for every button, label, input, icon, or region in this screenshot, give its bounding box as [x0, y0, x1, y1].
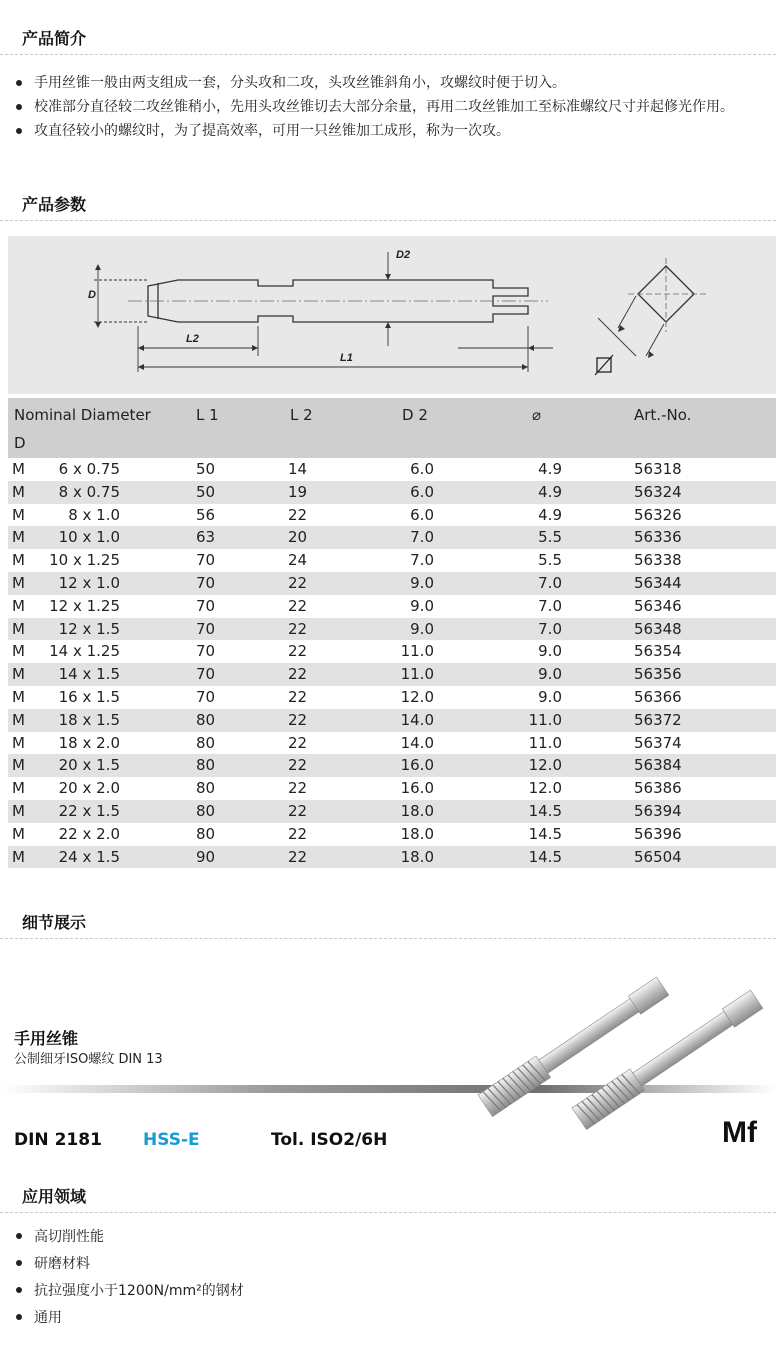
intro-item: 校准部分直径较二攻丝锥稍小，先用头攻丝锥切去大部分余量，再用二攻丝锥加工至标准螺纹尺寸并起修光作用。 — [14, 96, 774, 118]
tap-drawing-svg — [8, 236, 776, 394]
table-cell-p: M — [12, 824, 25, 843]
table-cell-s: 6 x 0.75 — [58, 460, 120, 478]
table-cell-d2: 6.0 — [410, 505, 434, 524]
table-cell-sq: 4.9 — [538, 505, 562, 524]
table-cell-l2: 22 — [288, 573, 308, 592]
table-cell-l2: 19 — [288, 482, 308, 501]
table-cell-l2: 14 — [288, 460, 308, 478]
table-cell-d2: 9.0 — [410, 596, 434, 615]
table-cell-s: 10 x 1.0 — [58, 528, 120, 547]
table-cell-d2: 14.0 — [400, 710, 434, 729]
table-cell-l2: 22 — [288, 824, 308, 843]
dim-d2-label: D2 — [396, 249, 411, 261]
table-cell-p: M — [12, 551, 25, 570]
table-cell-s: 20 x 2.0 — [58, 779, 120, 798]
table-cell-sq: 9.0 — [538, 687, 562, 706]
table-cell-s: 18 x 1.5 — [58, 710, 120, 729]
table-cell-l1: 50 — [196, 460, 216, 478]
table-cell-s: 20 x 1.5 — [58, 756, 120, 775]
table-cell-l1: 50 — [196, 482, 216, 501]
table-cell-s: 22 x 2.0 — [58, 824, 120, 843]
table-cell-p: M — [12, 801, 25, 820]
table-cell-art: 56318 — [634, 460, 682, 478]
table-cell-s: 12 x 1.0 — [58, 573, 120, 592]
table-cell-l2: 22 — [288, 619, 308, 638]
table-cell-d2: 18.0 — [400, 847, 434, 866]
table-cell-l1: 80 — [196, 824, 216, 843]
table-cell-art: 56384 — [634, 756, 682, 775]
dim-d-label: D — [88, 289, 96, 301]
table-cell-d2: 16.0 — [400, 756, 434, 775]
col-d2-header: D 2 — [402, 406, 428, 424]
table-cell-s: 10 x 1.25 — [49, 551, 120, 570]
table-cell-art: 56354 — [634, 642, 682, 661]
table-cell-d2: 6.0 — [410, 482, 434, 501]
col-square-header: ⌀ — [532, 406, 542, 424]
dim-l1-label: L1 — [340, 352, 353, 364]
table-cell-l2: 22 — [288, 733, 308, 752]
table-cell-art: 56386 — [634, 779, 682, 798]
table-row — [8, 777, 776, 800]
tap-image-2 — [572, 988, 764, 1129]
table-cell-l1: 70 — [196, 551, 216, 570]
table-cell-d2: 18.0 — [400, 824, 434, 843]
table-cell-art: 56348 — [634, 619, 682, 638]
table-cell-p: M — [12, 596, 25, 615]
col-l2-header: L 2 — [290, 406, 313, 424]
table-cell-l1: 80 — [196, 710, 216, 729]
table-cell-l1: 70 — [196, 619, 216, 638]
table-cell-sq: 12.0 — [528, 779, 562, 798]
table-cell-p: M — [12, 779, 25, 798]
table-cell-l2: 22 — [288, 687, 308, 706]
col-nominal-sub-header: D — [14, 434, 26, 452]
intro-list — [14, 72, 774, 144]
table-row — [8, 549, 776, 572]
intro-item: 手用丝锥一般由两支组成一套，分头攻和二攻，头攻丝锥斜角小，攻螺纹时便于切入。 — [14, 72, 774, 94]
table-cell-sq: 9.0 — [538, 665, 562, 684]
table-row — [8, 481, 776, 504]
table-cell-p: M — [12, 733, 25, 752]
product-detail-banner — [0, 950, 776, 1165]
intro-item: 攻直径较小的螺纹时，为了提高效率，可用一只丝锥加工成形，称为一次攻。 — [14, 120, 774, 142]
table-cell-l2: 22 — [288, 710, 308, 729]
table-row — [8, 595, 776, 618]
table-cell-s: 8 x 0.75 — [58, 482, 120, 501]
table-cell-art: 56356 — [634, 665, 682, 684]
table-cell-l1: 56 — [196, 505, 216, 524]
table-cell-sq: 14.5 — [528, 801, 562, 820]
table-cell-p: M — [12, 642, 25, 661]
table-cell-sq: 7.0 — [538, 573, 562, 592]
table-cell-l2: 20 — [288, 528, 308, 547]
table-row — [8, 686, 776, 709]
table-row — [8, 618, 776, 641]
table-cell-sq: 4.9 — [538, 482, 562, 501]
table-cell-sq: 11.0 — [528, 733, 562, 752]
table-cell-art: 56324 — [634, 482, 682, 501]
table-cell-p: M — [12, 665, 25, 684]
table-cell-l1: 80 — [196, 801, 216, 820]
table-cell-l2: 22 — [288, 779, 308, 798]
table-cell-p: M — [12, 756, 25, 775]
table-cell-l2: 22 — [288, 665, 308, 684]
table-cell-sq: 4.9 — [538, 460, 562, 478]
table-cell-l1: 70 — [196, 687, 216, 706]
tap-technical-drawing — [8, 236, 776, 394]
application-list — [14, 1225, 754, 1333]
table-row — [8, 709, 776, 732]
table-cell-d2: 12.0 — [400, 687, 434, 706]
table-cell-s: 16 x 1.5 — [58, 687, 120, 706]
table-cell-sq: 7.0 — [538, 596, 562, 615]
dim-l2-label: L2 — [186, 333, 199, 345]
table-cell-d2: 9.0 — [410, 619, 434, 638]
table-cell-d2: 14.0 — [400, 733, 434, 752]
table-cell-l1: 63 — [196, 528, 216, 547]
table-row — [8, 732, 776, 755]
table-row — [8, 572, 776, 595]
table-cell-s: 12 x 1.5 — [58, 619, 120, 638]
table-cell-l1: 80 — [196, 733, 216, 752]
section-intro-header — [0, 20, 776, 55]
table-cell-p: M — [12, 687, 25, 706]
table-cell-s: 8 x 1.0 — [68, 505, 120, 524]
table-cell-sq: 14.5 — [528, 824, 562, 843]
table-cell-s: 22 x 1.5 — [58, 801, 120, 820]
table-cell-art: 56372 — [634, 710, 682, 729]
table-cell-l1: 70 — [196, 642, 216, 661]
table-cell-sq: 7.0 — [538, 619, 562, 638]
col-nominal-header: Nominal Diameter — [14, 406, 151, 424]
col-l1-header: L 1 — [196, 406, 219, 424]
table-cell-l2: 22 — [288, 847, 308, 866]
table-cell-art: 56374 — [634, 733, 682, 752]
product-subtitle: 公制细牙ISO螺纹 DIN 13 — [14, 1052, 163, 1067]
table-row — [8, 823, 776, 846]
table-cell-art: 56394 — [634, 801, 682, 820]
table-cell-s: 14 x 1.25 — [49, 642, 120, 661]
table-cell-l2: 24 — [288, 551, 308, 570]
table-cell-sq: 14.5 — [528, 847, 562, 866]
table-cell-p: M — [12, 528, 25, 547]
table-cell-l1: 70 — [196, 596, 216, 615]
table-cell-d2: 7.0 — [410, 551, 434, 570]
table-cell-sq: 9.0 — [538, 642, 562, 661]
table-cell-l2: 22 — [288, 801, 308, 820]
table-cell-art: 56366 — [634, 687, 682, 706]
table-cell-l2: 22 — [288, 505, 308, 524]
table-row — [8, 504, 776, 527]
material-label: HSS-E — [143, 1130, 200, 1150]
table-cell-art: 56338 — [634, 551, 682, 570]
application-item: 高切削性能 — [14, 1225, 754, 1250]
table-cell-d2: 6.0 — [410, 460, 434, 478]
table-cell-l1: 70 — [196, 665, 216, 684]
table-cell-d2: 11.0 — [400, 642, 434, 661]
params-table — [8, 398, 776, 868]
table-cell-sq: 12.0 — [528, 756, 562, 775]
application-item: 研磨材料 — [14, 1252, 754, 1277]
application-item: 通用 — [14, 1306, 754, 1331]
table-cell-art: 56326 — [634, 505, 682, 524]
table-row — [8, 458, 776, 481]
tolerance-label: Tol. ISO2/6H — [271, 1130, 388, 1150]
table-cell-art: 56344 — [634, 573, 682, 592]
table-cell-d2: 9.0 — [410, 573, 434, 592]
table-cell-art: 56336 — [634, 528, 682, 547]
table-cell-l1: 70 — [196, 573, 216, 592]
table-cell-p: M — [12, 505, 25, 524]
params-table-header — [8, 398, 776, 458]
table-cell-art: 56346 — [634, 596, 682, 615]
table-cell-s: 12 x 1.25 — [49, 596, 120, 615]
section-detail-title: 细节展示 — [22, 913, 87, 932]
table-cell-l1: 80 — [196, 756, 216, 775]
table-cell-l1: 90 — [196, 847, 216, 866]
params-table-body — [8, 458, 776, 868]
table-cell-sq: 5.5 — [538, 551, 562, 570]
table-cell-p: M — [12, 619, 25, 638]
product-name: 手用丝锥 — [14, 1029, 79, 1048]
table-cell-p: M — [12, 710, 25, 729]
section-params-title: 产品参数 — [22, 195, 87, 214]
table-cell-d2: 18.0 — [400, 801, 434, 820]
section-detail-header — [0, 904, 776, 939]
table-row — [8, 526, 776, 549]
table-cell-p: M — [12, 847, 25, 866]
table-cell-d2: 7.0 — [410, 528, 434, 547]
table-cell-l2: 22 — [288, 756, 308, 775]
table-cell-d2: 11.0 — [400, 665, 434, 684]
table-row — [8, 800, 776, 823]
table-cell-s: 14 x 1.5 — [58, 665, 120, 684]
din-standard: DIN 2181 — [14, 1130, 102, 1150]
table-cell-art: 56504 — [634, 847, 682, 866]
table-cell-sq: 5.5 — [538, 528, 562, 547]
table-cell-s: 18 x 2.0 — [58, 733, 120, 752]
table-cell-art: 56396 — [634, 824, 682, 843]
table-cell-p: M — [12, 573, 25, 592]
mf-badge: Mf — [722, 1116, 757, 1149]
table-cell-l1: 80 — [196, 779, 216, 798]
table-cell-p: M — [12, 460, 25, 478]
application-item: 抗拉强度小于1200N/mm²的钢材 — [14, 1279, 754, 1304]
col-art-header: Art.-No. — [634, 406, 692, 424]
section-application-title: 应用领域 — [22, 1187, 87, 1206]
table-cell-l2: 22 — [288, 596, 308, 615]
table-cell-sq: 11.0 — [528, 710, 562, 729]
tap-image-1 — [478, 975, 670, 1116]
table-row — [8, 846, 776, 869]
table-cell-p: M — [12, 482, 25, 501]
section-intro-title: 产品简介 — [22, 29, 87, 48]
table-row — [8, 754, 776, 777]
table-row — [8, 663, 776, 686]
table-cell-s: 24 x 1.5 — [58, 847, 120, 866]
table-cell-l2: 22 — [288, 642, 308, 661]
section-params-header — [0, 186, 776, 221]
table-row — [8, 640, 776, 663]
table-cell-d2: 16.0 — [400, 779, 434, 798]
section-application-header — [0, 1178, 776, 1213]
